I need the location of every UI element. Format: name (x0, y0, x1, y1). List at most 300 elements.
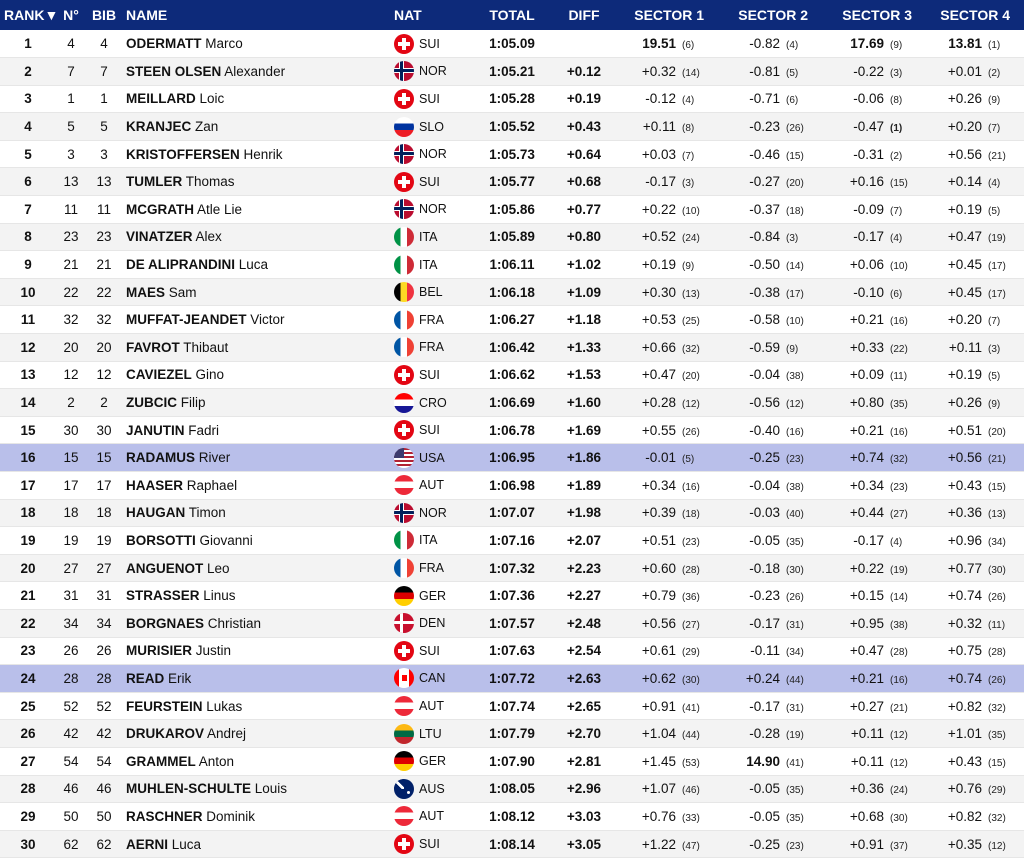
sector4-cell (926, 389, 1024, 417)
table-row[interactable] (0, 665, 1024, 693)
athlete-name-cell (122, 527, 390, 555)
nation-cell (390, 416, 472, 444)
sector-rank: (35) (890, 399, 908, 411)
sector-time: +0.56 (641, 615, 676, 631)
sector-rank: (37) (890, 840, 908, 852)
total-time-cell: 1:06.18 (472, 278, 552, 306)
rank-cell: 29 (0, 803, 56, 831)
sector-time: +0.11 (850, 726, 884, 742)
athlete-surname: MUHLEN-SCHULTE (126, 781, 251, 797)
athlete-name-cell (122, 747, 390, 775)
bib-cell: 17 (86, 472, 122, 500)
flag-icon (394, 117, 414, 137)
table-row[interactable] (0, 58, 1024, 86)
table-row[interactable] (0, 251, 1024, 279)
col-name-header[interactable]: NAME (126, 7, 168, 23)
sector1-cell (616, 499, 718, 527)
col-total-header[interactable]: TOTAL (489, 7, 535, 23)
flag-icon (394, 34, 414, 54)
table-row[interactable] (0, 554, 1024, 582)
sector-rank: (27) (890, 509, 908, 521)
sector-time: -0.58 (749, 312, 780, 328)
sector3-cell (822, 665, 926, 693)
nation-cell (390, 278, 472, 306)
sector4-cell (926, 85, 1024, 113)
table-row[interactable] (0, 196, 1024, 224)
athlete-firstname: Dominik (206, 808, 256, 824)
athlete-surname: BORSOTTI (126, 532, 196, 548)
sector2-cell (718, 30, 822, 58)
athlete-surname: ANGUENOT (126, 560, 204, 576)
sector-rank: (35) (988, 730, 1006, 742)
sector-rank: (23) (682, 536, 700, 548)
athlete-name-cell (122, 665, 390, 693)
sector2-cell (718, 582, 822, 610)
athlete-name-cell (122, 278, 390, 306)
sector-time: +0.47 (849, 643, 884, 659)
diff-cell: +1.98 (552, 499, 616, 527)
nation-cell (390, 361, 472, 389)
sector-rank: (30) (682, 674, 700, 686)
athlete-firstname: Lukas (206, 698, 243, 714)
bib-cell: 19 (86, 527, 122, 555)
sector-rank: (35) (786, 812, 804, 824)
sector-time: -0.17 (749, 615, 780, 631)
sector1-cell (616, 444, 718, 472)
number-cell: 23 (56, 223, 86, 251)
bib-cell: 31 (86, 582, 122, 610)
sector-rank: (9) (988, 399, 1001, 411)
athlete-firstname: Linus (203, 588, 236, 604)
diff-cell: +1.60 (552, 389, 616, 417)
sector3-cell (822, 196, 926, 224)
bib-cell: 13 (86, 168, 122, 196)
sector-time: +0.09 (849, 367, 884, 383)
sector-time: +0.19 (641, 257, 676, 273)
sector-time: +1.01 (947, 726, 982, 742)
sector1-cell (616, 830, 718, 858)
rank-cell: 21 (0, 582, 56, 610)
sector-rank: (34) (988, 536, 1006, 548)
sector1-cell (616, 803, 718, 831)
sector-rank: (10) (786, 316, 804, 328)
total-time-cell: 1:05.77 (472, 168, 552, 196)
nation-cell (390, 30, 472, 58)
sector1-cell (616, 306, 718, 334)
sector-rank: (5) (786, 67, 799, 79)
rank-cell: 23 (0, 637, 56, 665)
athlete-surname: AERNI (126, 836, 169, 852)
sector-rank: (7) (890, 205, 903, 217)
sector3-cell (822, 389, 926, 417)
sector4-cell (926, 803, 1024, 831)
sector-time: +0.34 (641, 477, 676, 493)
col-rank-header[interactable]: RANK▼ (4, 7, 59, 23)
sector3-cell (822, 803, 926, 831)
number-cell: 20 (56, 334, 86, 362)
sector-time: +0.27 (849, 698, 884, 714)
table-row[interactable] (0, 334, 1024, 362)
athlete-firstname: Alex (195, 229, 222, 245)
nation-cell (390, 775, 472, 803)
sector-time: -0.09 (853, 201, 884, 217)
sector-time: +0.22 (641, 201, 676, 217)
sector-time: +0.95 (849, 615, 884, 631)
diff-cell: +3.03 (552, 803, 616, 831)
rank-cell: 18 (0, 499, 56, 527)
athlete-surname: MEILLARD (126, 91, 196, 107)
bib-cell: 27 (86, 554, 122, 582)
col-num-header[interactable]: N° (63, 7, 79, 23)
sector-time: -0.46 (749, 146, 780, 162)
total-time-cell: 1:07.32 (472, 554, 552, 582)
sector3-cell (822, 168, 926, 196)
bib-cell: 52 (86, 692, 122, 720)
athlete-surname: JANUTIN (126, 422, 185, 438)
table-row[interactable] (0, 85, 1024, 113)
athlete-firstname: Leo (207, 560, 230, 576)
nation-code: GER (419, 588, 447, 603)
sector-rank: (23) (786, 840, 804, 852)
athlete-name-cell (122, 554, 390, 582)
sector4-cell (926, 609, 1024, 637)
sector3-cell (822, 720, 926, 748)
sector-rank: (17) (988, 261, 1006, 273)
athlete-firstname: Erik (168, 670, 192, 686)
sector-time: -0.40 (749, 422, 780, 438)
number-cell: 4 (56, 30, 86, 58)
athlete-firstname: River (198, 450, 231, 466)
sector-time: +0.21 (849, 670, 884, 686)
athlete-name-cell (122, 30, 390, 58)
sector-time: +0.53 (641, 312, 676, 328)
sector-rank: (41) (682, 702, 700, 714)
sector-rank: (35) (786, 536, 804, 548)
total-time-cell: 1:05.52 (472, 113, 552, 141)
col-bib-header[interactable]: BIB (91, 7, 117, 23)
nation-code: CAN (419, 671, 446, 686)
sector-rank: (38) (786, 371, 804, 383)
sector4-cell (926, 140, 1024, 168)
sector-time: +0.32 (641, 63, 676, 79)
sector-time: +0.80 (849, 395, 884, 411)
total-time-cell: 1:06.11 (472, 251, 552, 279)
sector-rank: (4) (786, 40, 799, 52)
sector1-cell (616, 389, 718, 417)
sector4-cell (926, 361, 1024, 389)
table-row[interactable] (0, 472, 1024, 500)
sector-time: +0.47 (641, 367, 676, 383)
table-row[interactable] (0, 527, 1024, 555)
rank-cell: 7 (0, 196, 56, 224)
athlete-surname: GRAMMEL (126, 753, 196, 769)
nation-code: ITA (419, 257, 438, 272)
total-time-cell: 1:07.07 (472, 499, 552, 527)
nation-code: AUT (419, 478, 444, 493)
sector-rank: (24) (682, 233, 700, 245)
sector2-cell (718, 692, 822, 720)
total-time-cell: 1:06.27 (472, 306, 552, 334)
sector4-cell (926, 830, 1024, 858)
sector2-cell (718, 830, 822, 858)
sector-time: +1.22 (641, 836, 676, 852)
rank-cell: 1 (0, 30, 56, 58)
athlete-firstname: Christian (207, 615, 262, 631)
sector2-cell (718, 168, 822, 196)
diff-cell: +1.02 (552, 251, 616, 279)
nation-cell (390, 140, 472, 168)
sector-rank: (22) (890, 343, 908, 355)
sector2-cell (718, 334, 822, 362)
bib-cell: 34 (86, 609, 122, 637)
sector-rank: (9) (890, 40, 903, 52)
athlete-firstname: Marco (205, 36, 243, 52)
sector1-cell (616, 361, 718, 389)
sector-time: -0.04 (749, 477, 780, 493)
sector1-cell (616, 720, 718, 748)
sector-rank: (15) (988, 481, 1006, 493)
sector2-cell (718, 444, 822, 472)
nation-code: SUI (419, 367, 440, 382)
sector-rank: (32) (988, 812, 1006, 824)
sector-rank: (3) (682, 178, 695, 190)
athlete-name-cell (122, 223, 390, 251)
sector-rank: (18) (786, 205, 804, 217)
sector-rank: (12) (988, 840, 1006, 852)
sector-time: +0.39 (641, 505, 676, 521)
sector1-cell (616, 747, 718, 775)
sector-time: -0.04 (749, 367, 780, 383)
sector1-cell (616, 278, 718, 306)
rank-cell: 19 (0, 527, 56, 555)
table-row[interactable] (0, 720, 1024, 748)
table-row[interactable] (0, 499, 1024, 527)
col-sector4-header[interactable]: SECTOR 4 (940, 7, 1010, 23)
sector-time: +0.68 (849, 808, 884, 824)
athlete-name-cell (122, 168, 390, 196)
sector-rank: (3) (988, 343, 1001, 355)
rank-cell: 30 (0, 830, 56, 858)
sector-rank: (46) (682, 785, 700, 797)
sector-time: +0.51 (947, 422, 982, 438)
athlete-firstname: Thibaut (183, 339, 229, 355)
total-time-cell: 1:05.28 (472, 85, 552, 113)
sector-time: +0.36 (947, 505, 982, 521)
sector2-cell (718, 637, 822, 665)
table-row[interactable] (0, 582, 1024, 610)
table-row[interactable] (0, 140, 1024, 168)
athlete-name-cell (122, 720, 390, 748)
athlete-firstname: Filip (180, 395, 206, 411)
table-row[interactable] (0, 416, 1024, 444)
sector-rank: (12) (890, 730, 908, 742)
sector-rank: (13) (682, 288, 700, 300)
sector3-cell (822, 361, 926, 389)
table-row[interactable] (0, 278, 1024, 306)
total-time-cell: 1:07.63 (472, 637, 552, 665)
nation-cell (390, 113, 472, 141)
nation-code: NOR (419, 64, 447, 79)
flag-icon (394, 751, 414, 771)
nation-cell (390, 168, 472, 196)
flag-icon (394, 724, 414, 744)
sector-rank: (17) (988, 288, 1006, 300)
table-row[interactable] (0, 389, 1024, 417)
sector-rank: (41) (786, 757, 804, 769)
athlete-firstname: Sam (168, 284, 197, 300)
table-row[interactable] (0, 775, 1024, 803)
number-cell: 27 (56, 554, 86, 582)
table-row[interactable] (0, 444, 1024, 472)
table-row[interactable] (0, 692, 1024, 720)
sector-rank: (7) (988, 316, 1001, 328)
sector4-cell (926, 58, 1024, 86)
sector-time: -0.23 (749, 588, 780, 604)
athlete-surname: BORGNAES (126, 615, 205, 631)
sector-rank: (20) (682, 371, 700, 383)
rank-cell: 24 (0, 665, 56, 693)
athlete-name-cell (122, 334, 390, 362)
nation-code: BEL (419, 285, 443, 300)
athlete-name-cell (122, 113, 390, 141)
sector-rank: (8) (890, 95, 903, 107)
sector-time: +0.52 (641, 229, 676, 245)
flag-icon (394, 613, 414, 633)
sector-time: +0.56 (947, 146, 982, 162)
sector-rank: (21) (890, 702, 908, 714)
athlete-name-cell (122, 389, 390, 417)
sector1-cell (616, 251, 718, 279)
total-time-cell: 1:07.74 (472, 692, 552, 720)
athlete-surname: READ (126, 670, 165, 686)
sector-time: +0.11 (948, 339, 982, 355)
sector-rank: (12) (682, 399, 700, 411)
nation-code: LTU (419, 726, 442, 741)
number-cell: 13 (56, 168, 86, 196)
sector-time: 19.51 (642, 36, 676, 52)
table-row[interactable] (0, 306, 1024, 334)
sector-rank: (4) (890, 536, 903, 548)
sector-rank: (10) (890, 261, 908, 273)
sector-time: +0.74 (849, 450, 884, 466)
sector-rank: (23) (890, 481, 908, 493)
bib-cell: 23 (86, 223, 122, 251)
flag-icon (394, 255, 414, 275)
diff-cell: +2.48 (552, 609, 616, 637)
flag-icon (394, 806, 414, 826)
sector-rank: (7) (682, 150, 695, 162)
sector3-cell (822, 113, 926, 141)
diff-cell: +1.86 (552, 444, 616, 472)
nation-cell (390, 527, 472, 555)
table-row[interactable] (0, 803, 1024, 831)
sector1-cell (616, 85, 718, 113)
bib-cell: 18 (86, 499, 122, 527)
athlete-surname: KRISTOFFERSEN (126, 146, 240, 162)
col-sector1-header[interactable]: SECTOR 1 (634, 7, 704, 23)
bib-cell: 4 (86, 30, 122, 58)
nation-code: AUS (419, 781, 445, 796)
sector3-cell (822, 278, 926, 306)
col-diff-header[interactable]: DIFF (568, 7, 600, 23)
table-row[interactable] (0, 113, 1024, 141)
sector-time: -0.84 (749, 229, 780, 245)
athlete-name-cell (122, 775, 390, 803)
total-time-cell: 1:06.69 (472, 389, 552, 417)
sector2-cell (718, 554, 822, 582)
sector3-cell (822, 85, 926, 113)
table-row[interactable] (0, 30, 1024, 58)
sector3-cell (822, 554, 926, 582)
rank-cell: 6 (0, 168, 56, 196)
col-sector3-header[interactable]: SECTOR 3 (842, 7, 912, 23)
sector-time: +0.21 (849, 312, 884, 328)
sector-time: +0.11 (850, 753, 884, 769)
flag-icon (394, 834, 414, 854)
table-row[interactable] (0, 168, 1024, 196)
sector-rank: (44) (682, 730, 700, 742)
sector3-cell (822, 609, 926, 637)
sector-time: -0.18 (749, 560, 780, 576)
sector3-cell (822, 582, 926, 610)
sector4-cell (926, 306, 1024, 334)
bib-cell: 50 (86, 803, 122, 831)
nation-cell (390, 554, 472, 582)
nation-code: SUI (419, 423, 440, 438)
table-row[interactable] (0, 609, 1024, 637)
number-cell: 28 (56, 665, 86, 693)
sector-rank: (11) (988, 619, 1006, 631)
athlete-firstname: Luca (238, 257, 269, 273)
col-sector2-header[interactable]: SECTOR 2 (738, 7, 808, 23)
col-nat-header[interactable]: NAT (394, 7, 422, 23)
athlete-name-cell (122, 803, 390, 831)
bib-cell: 3 (86, 140, 122, 168)
rank-cell: 26 (0, 720, 56, 748)
sector3-cell (822, 140, 926, 168)
total-time-cell: 1:07.90 (472, 747, 552, 775)
sector-time: -0.50 (749, 257, 780, 273)
diff-cell: +2.63 (552, 665, 616, 693)
sector-time: +0.21 (849, 422, 884, 438)
sector-rank: (44) (786, 674, 804, 686)
nation-cell (390, 637, 472, 665)
rank-cell: 4 (0, 113, 56, 141)
table-row[interactable] (0, 223, 1024, 251)
bib-cell: 46 (86, 775, 122, 803)
table-row[interactable] (0, 830, 1024, 858)
rank-cell: 14 (0, 389, 56, 417)
rank-cell: 13 (0, 361, 56, 389)
sector-time: +1.07 (641, 781, 676, 797)
table-row[interactable] (0, 747, 1024, 775)
sector-rank: (25) (682, 316, 700, 328)
sector-rank: (16) (890, 316, 908, 328)
rank-cell: 12 (0, 334, 56, 362)
nation-cell (390, 609, 472, 637)
number-cell: 11 (56, 196, 86, 224)
sector1-cell (616, 168, 718, 196)
table-row[interactable] (0, 361, 1024, 389)
athlete-firstname: Anton (198, 753, 235, 769)
sector4-cell (926, 168, 1024, 196)
sector-time: +0.22 (849, 560, 884, 576)
flag-icon (394, 61, 414, 81)
sector2-cell (718, 499, 822, 527)
sector1-cell (616, 637, 718, 665)
table-row[interactable] (0, 637, 1024, 665)
number-cell: 26 (56, 637, 86, 665)
